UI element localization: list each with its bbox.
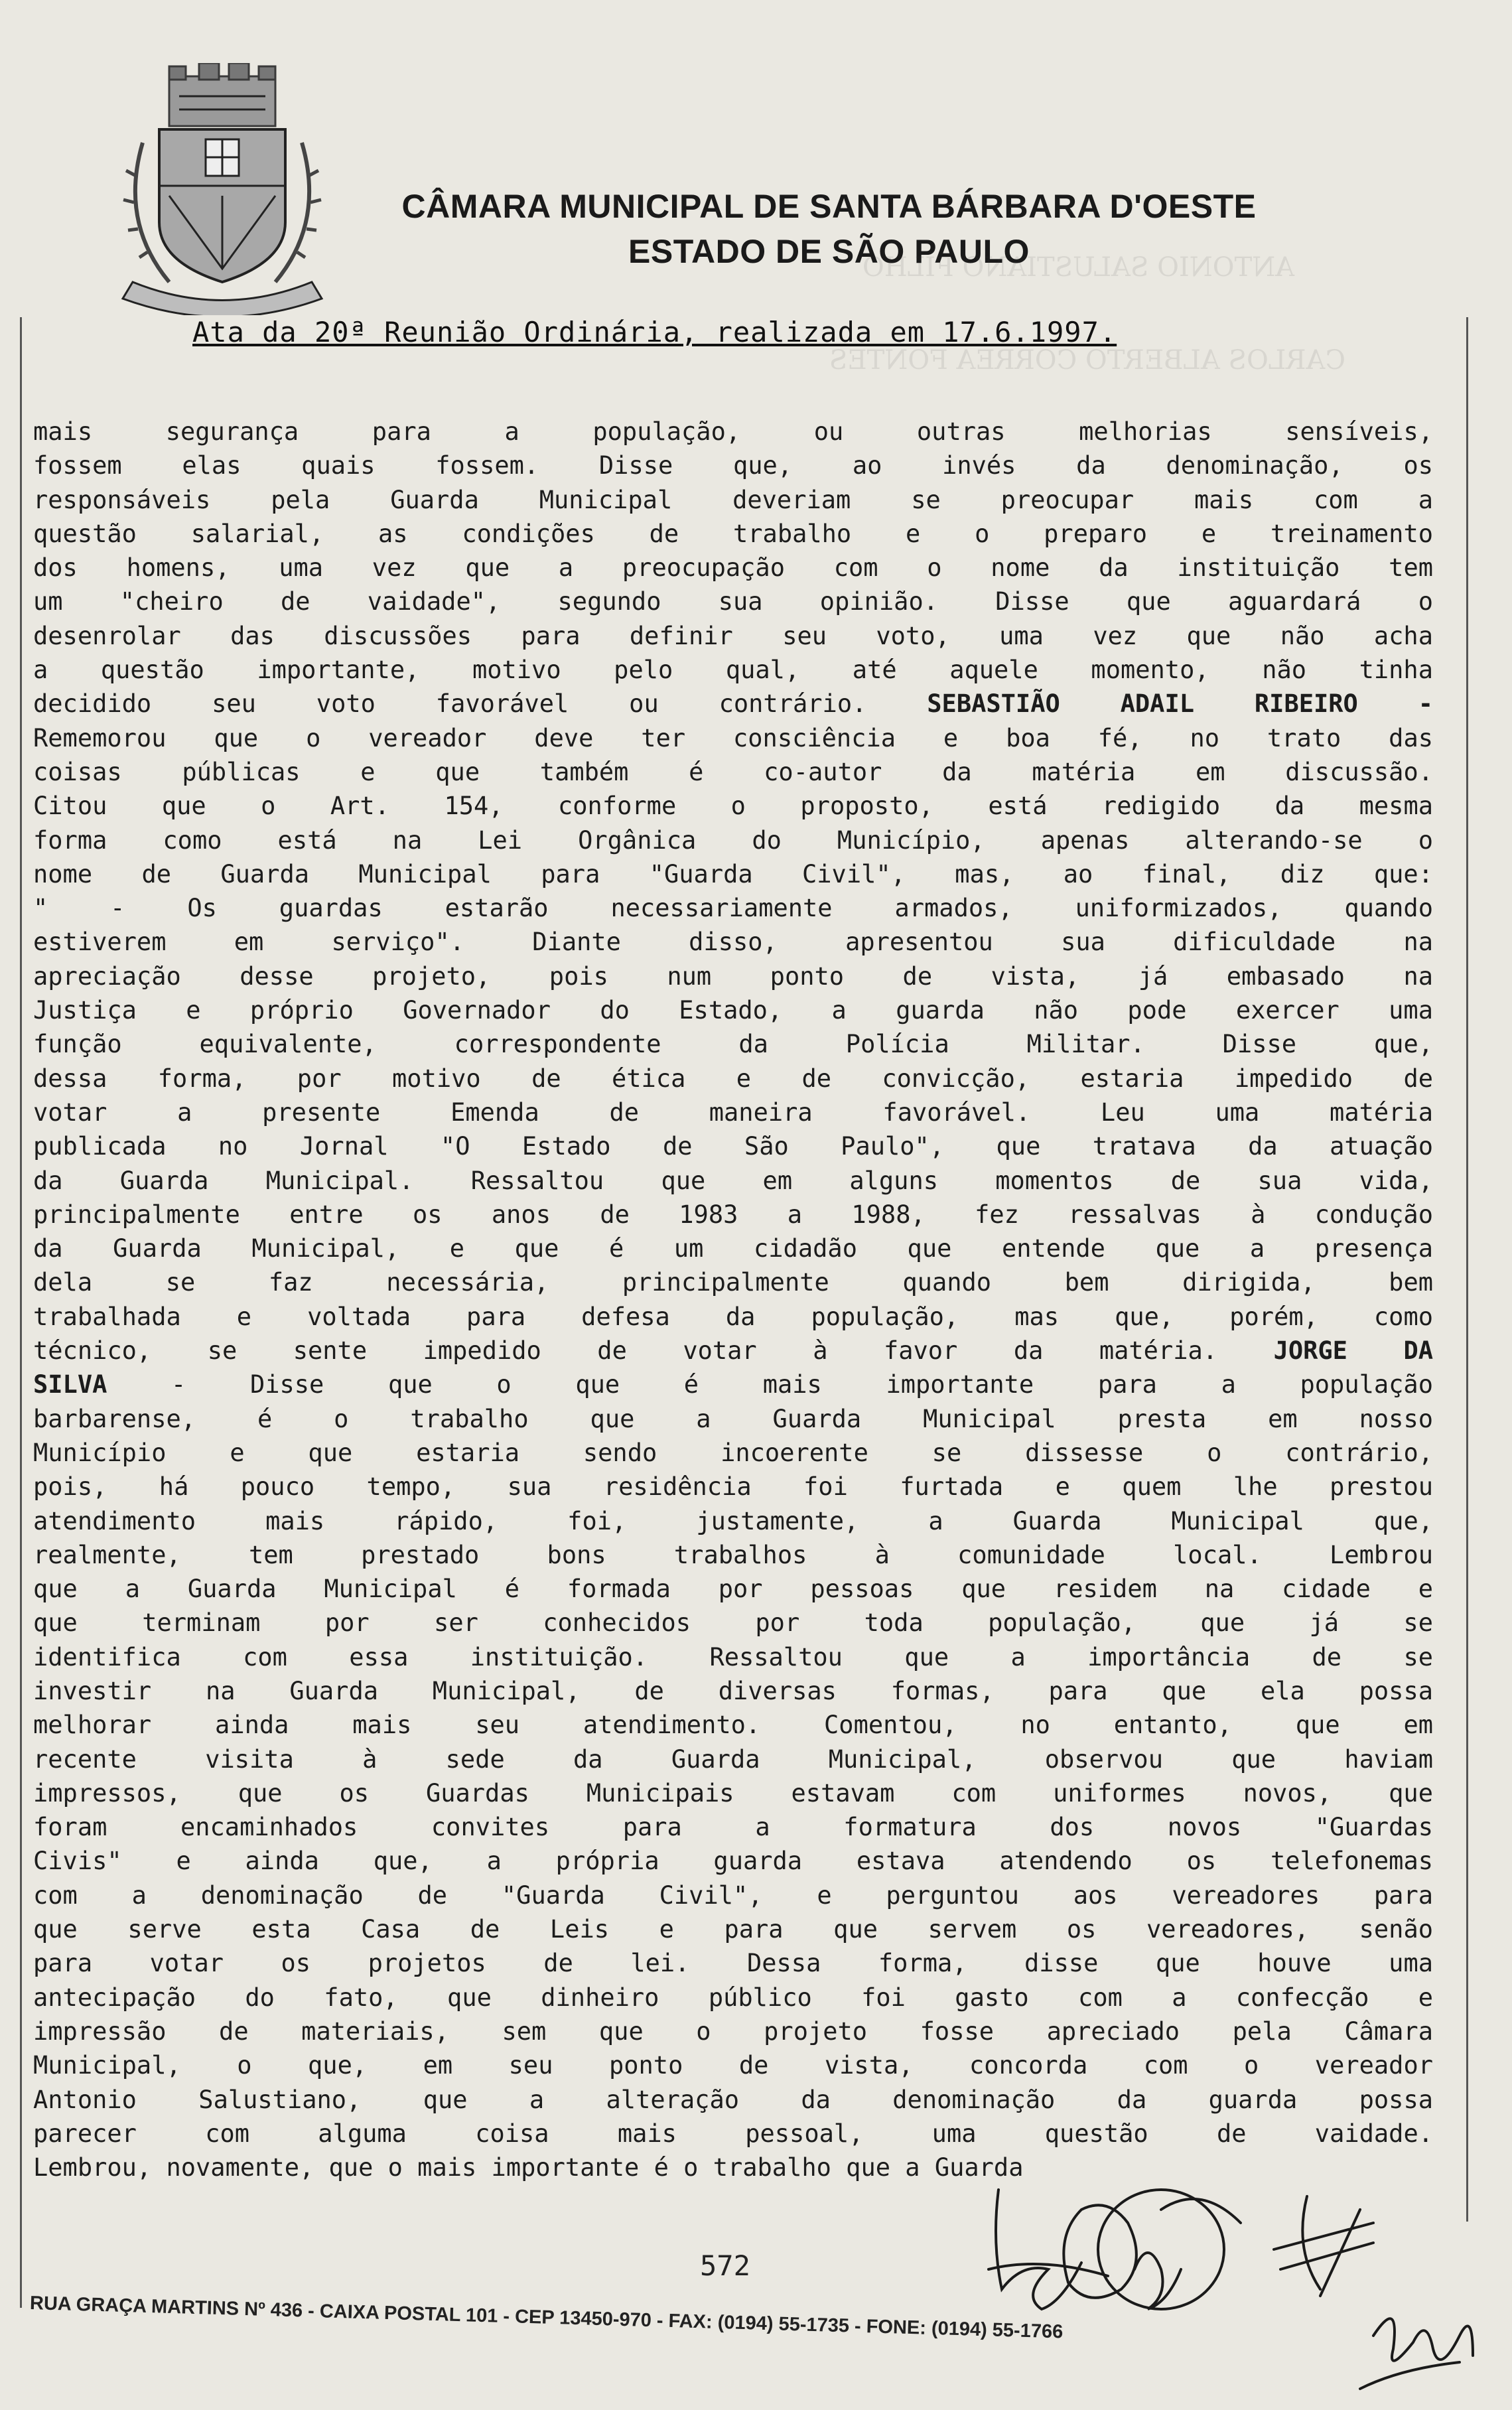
text-line: barbarense, é o trabalho que a Guarda Municipal presta em nosso [33,1404,1433,1433]
text-line [33,1334,1433,1368]
text-line: com a denominação de "Guarda Civil", e perguntou aos vereadores para [33,1880,1433,1910]
page-number: 572 [700,2249,750,2282]
text-line: para votar os projetos de lei. Dessa forma, disse que houve uma [33,1949,1433,1978]
text-line: Município e que estaria sendo incoerente se dissesse o contrário, [33,1438,1433,1467]
text-line [33,687,1433,721]
text-line: Civis" e ainda que, a própria guarda estava atendendo os telefonemas [33,1847,1433,1876]
text-line: estiverem em serviço". Diante disso, apresentou sua dificuldade na [33,928,1433,957]
text-line: nome de Guarda Municipal para "Guarda Civil", mas, ao final, diz que: [33,859,1433,888]
text-line: parecer com alguma coisa mais pessoal, uma questão de vaidade. [33,2119,1433,2148]
text-line: forma como está na Lei Orgânica do Município, apenas alterando-se o [33,825,1433,855]
bleed-through-text: ANTONIO SALUSTIANO FILHO [862,252,1295,283]
text-line: coisas públicas e que também é co-autor da matéria em discussão. [33,757,1433,786]
text-line: Antonio Salustiano, que a alteração da denominação da guarda possa [33,2085,1433,2114]
text-line: que terminam por ser conhecidos por toda população, que já se [33,1608,1433,1638]
text-line: Justiça e próprio Governador do Estado, a guarda não pode exercer uma [33,996,1433,1025]
text-line: Citou que o Art. 154, conforme o proposto, está redigido da mesma [33,792,1433,821]
text-line: antecipação do fato, que dinheiro público foi gasto com a confecção e [33,1983,1433,2012]
text-line: investir na Guarda Municipal, de diversas formas, para que ela possa [33,1676,1433,1705]
footer-address: RUA GRAÇA MARTINS Nº 436 - CAIXA POSTAL 101 - CEP 13450-970 - FAX: (0194) 55-1735 - FONE: (0194) 55-1766 [29,2293,1064,2343]
institution-name: CÂMARA MUNICIPAL DE SANTA BÁRBARA D'OESTE [401,188,1257,225]
text-line: um "cheiro de vaidade", segundo sua opinião. Disse que aguardará o [33,587,1433,616]
text-line: Municipal, o que, em seu ponto de vista, concorda com o vereador [33,2051,1433,2080]
minutes-body [33,415,1433,2184]
text-line: Lembrou, novamente, que o mais importante é o trabalho que a Guarda [33,2153,1024,2182]
text-line: publicada no Jornal "O Estado de São Paulo", que tratava da atuação [33,1132,1433,1161]
text-fragment: - Disse que o que é mais importante para a população [171,1370,1433,1399]
text-line: apreciação desse projeto, pois num ponto de vista, já embasado na [33,961,1433,991]
text-line: desenrolar das discussões para definir seu voto, uma vez que não acha [33,621,1433,650]
text-line: mais segurança para a população, ou outras melhorias sensíveis, [33,417,1433,446]
text-line: recente visita à sede da Guarda Municipal, observou que haviam [33,1744,1433,1774]
right-margin-rule [1466,317,1468,2222]
text-line: votar a presente Emenda de maneira favorável. Leu uma matéria [33,1098,1433,1127]
text-fragment: decidido seu voto favorável ou contrário. [33,689,867,719]
text-line: que serve esta Casa de Leis e para que servem os vereadores, senão [33,1915,1433,1944]
minutes-title: Ata da 20ª Reunião Ordinária, realizada em 17.6.1997. [192,316,1117,348]
text-line: melhorar ainda mais seu atendimento. Comentou, no entanto, que em [33,1711,1433,1740]
speaker-name: JORGE DA [1273,1336,1433,1366]
state-name: ESTADO DE SÃO PAULO [628,233,1030,270]
text-line: pois, há pouco tempo, sua residência foi furtada e quem lhe prestou [33,1472,1433,1502]
text-line: " - Os guardas estarão necessariamente armados, uniformizados, quando [33,894,1433,923]
text-line: Rememorou que o vereador deve ter consciência e boa fé, no trato das [33,723,1433,752]
text-line: atendimento mais rápido, foi, justamente, a Guarda Municipal que, [33,1506,1433,1535]
text-line: questão salarial, as condições de trabalho e o preparo e treinamento [33,519,1433,548]
text-line: da Guarda Municipal, e que é um cidadão que entende que a presença [33,1234,1433,1263]
speaker-name: SEBASTIÃO ADAIL RIBEIRO - [927,689,1433,719]
text-line: trabalhada e voltada para defesa da população, mas que, porém, como [33,1302,1433,1331]
text-line: dos homens, uma vez que a preocupação com o nome da instituição tem [33,553,1433,583]
left-margin-rule [20,317,22,2308]
text-line: que a Guarda Municipal é formada por pessoas que residem na cidade e [33,1575,1433,1604]
text-line: foram encaminhados convites para a formatura dos novos "Guardas [33,1813,1433,1842]
speaker-name: SILVA [33,1370,107,1399]
text-line: principalmente entre os anos de 1983 a 1988, fez ressalvas à condução [33,1200,1433,1229]
text-line [33,1368,1433,1401]
text-line: identifica com essa instituição. Ressaltou que a importância de se [33,1642,1433,1671]
text-line: fossem elas quais fossem. Disse que, ao invés da denominação, os [33,451,1433,480]
text-line: impressão de materiais, sem que o projeto fosse apreciado pela Câmara [33,2017,1433,2046]
bleed-through-text: CARLOS ALBERTO CORREA FONTES [829,345,1345,376]
text-line: da Guarda Municipal. Ressaltou que em alguns momentos de sua vida, [33,1166,1433,1195]
text-line: impressos, que os Guardas Municipais estavam com uniformes novos, que [33,1778,1433,1808]
text-fragment: técnico, se sente impedido de votar à favor da matéria. [33,1336,1218,1366]
text-line: função equivalente, correspondente da Polícia Militar. Disse que, [33,1030,1433,1059]
text-line: dela se faz necessária, principalmente quando bem dirigida, bem [33,1268,1433,1297]
text-line: realmente, tem prestado bons trabalhos à comunidade local. Lembrou [33,1540,1433,1569]
handwritten-signatures [962,2170,1506,2410]
text-line: responsáveis pela Guarda Municipal deveriam se preocupar mais com a [33,485,1433,514]
text-line: a questão importante, motivo pelo qual, até aquele momento, não tinha [33,656,1433,685]
text-line: dessa forma, por motivo de ética e de convicção, estaria impedido de [33,1064,1433,1093]
